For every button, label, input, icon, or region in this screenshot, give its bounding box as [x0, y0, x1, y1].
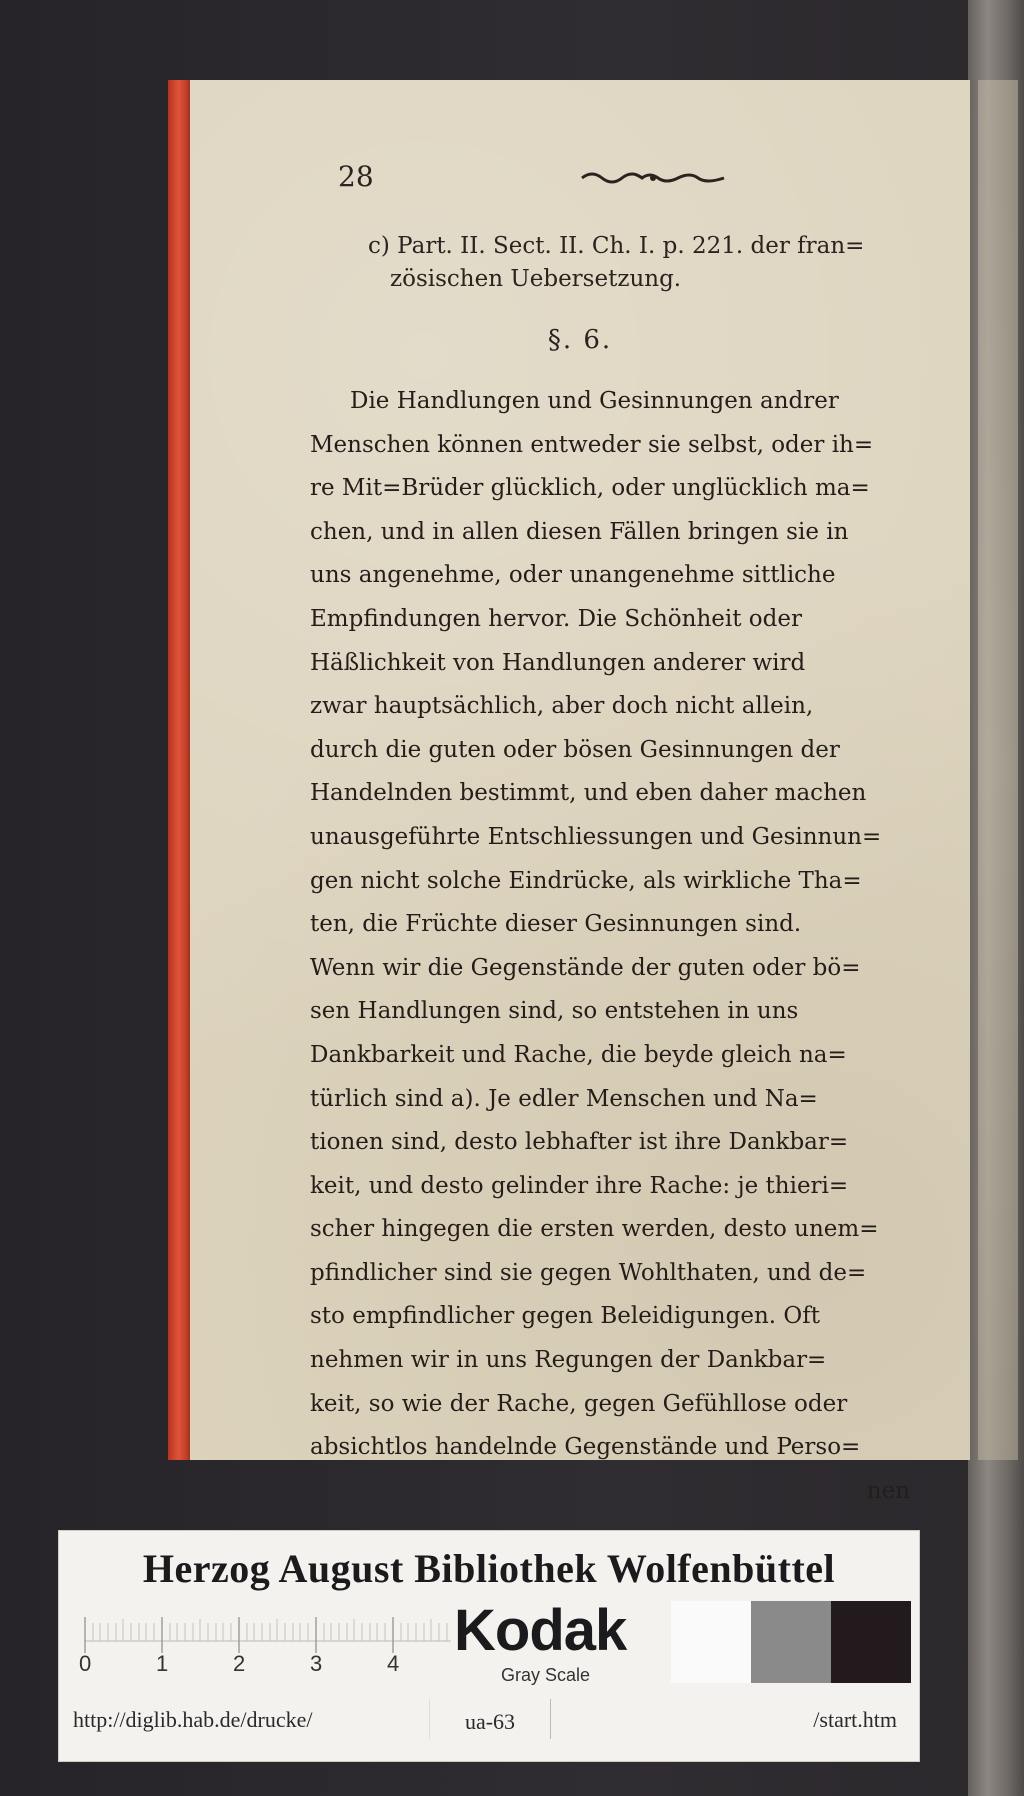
text-line: keit, und desto gelinder ihre Rache: je thieri= [310, 1172, 849, 1199]
text-line: tionen sind, desto lebhafter ist ihre Dankbar= [310, 1129, 849, 1156]
book-page [190, 80, 970, 1504]
gray-swatch [751, 1601, 831, 1683]
text-line: Häßlichkeit von Handlungen anderer wird [310, 649, 806, 676]
page-header [338, 160, 898, 200]
text-line: Die Handlungen und Gesinnungen andrer [350, 388, 839, 414]
text-line: nehmen wir in uns Regungen der Dankbar= [310, 1347, 827, 1374]
text-line: Menschen können entweder sie selbst, oder ih= [310, 431, 874, 458]
url-suffix: /start.htm [813, 1707, 897, 1732]
text-line: scher hingegen die ersten werden, desto unem= [310, 1216, 879, 1243]
text-line: unausgeführte Entschliessungen und Gesinnun= [310, 823, 882, 850]
text-line: keit, so wie der Rache, gegen Gefühllose oder [310, 1390, 848, 1417]
text-line: ten, die Früchte dieser Gesinnungen sind. [310, 911, 802, 938]
text-line: sto empfindlicher gegen Beleidigungen. Oft [310, 1303, 820, 1330]
text-line: Dankbarkeit und Rache, die beyde gleich na= [310, 1041, 847, 1068]
ruler-label-4: 4 [387, 1651, 400, 1676]
catchword: nen [866, 1477, 910, 1504]
text-line: Handelnden bestimmt, und eben daher machen [310, 780, 867, 807]
footnote-line: c) Part. II. Sect. II. Ch. I. p. 221. der fran= [368, 233, 865, 259]
library-name: Herzog August Bibliothek Wolfenbüttel [142, 1546, 836, 1591]
ruler-label-3: 3 [310, 1651, 323, 1676]
footnote-line: zösischen Uebersetzung. [390, 266, 682, 292]
ruler-label-2: 2 [233, 1651, 246, 1676]
black-swatch [831, 1601, 911, 1683]
text-line: Empfindungen hervor. Die Schönheit oder [310, 605, 802, 632]
footnote [368, 230, 928, 296]
text-line: chen, und in allen diesen Fällen bringen sie in [310, 518, 849, 545]
text-line: uns angenehme, oder unangenehme sittliche [310, 562, 836, 589]
section-heading: §. 6. [547, 325, 613, 355]
page-number: 28 [338, 160, 374, 193]
next-page-edge [978, 80, 1018, 1460]
gray-scale-label: Gray Scale [501, 1665, 591, 1685]
url-shelfmark: ua-63 [429, 1699, 551, 1739]
ruler-label-1: 1 [156, 1651, 169, 1676]
url-base: http://diglib.hab.de/drucke/ [73, 1707, 313, 1732]
ornament-icon [578, 168, 728, 186]
kodak-logo: Kodak [454, 1598, 627, 1663]
text-line: sen Handlungen sind, so entstehen in uns [310, 998, 799, 1025]
body-text [310, 380, 910, 1513]
white-swatch [671, 1601, 751, 1683]
text-line: absichtlos handelnde Gegenstände und Perso= [310, 1434, 861, 1461]
text-line: zwar hauptsächlich, aber doch nicht allein, [310, 693, 814, 720]
library-color-card [58, 1530, 920, 1762]
text-line: gen nicht solche Eindrücke, als wirkliche Tha= [310, 867, 862, 894]
red-page-edge [168, 80, 192, 1460]
ruler-label-0: 0 [79, 1651, 92, 1676]
text-line: durch die guten oder bösen Gesinnungen der [310, 736, 840, 763]
text-line: pfindlicher sind sie gegen Wohlthaten, und de= [310, 1259, 867, 1286]
text-line: Wenn wir die Gegenstände der guten oder bö= [310, 954, 861, 981]
text-line: türlich sind a). Je edler Menschen und Na= [310, 1085, 818, 1112]
text-line: re Mit=Brüder glücklich, oder unglücklich ma= [310, 475, 870, 502]
